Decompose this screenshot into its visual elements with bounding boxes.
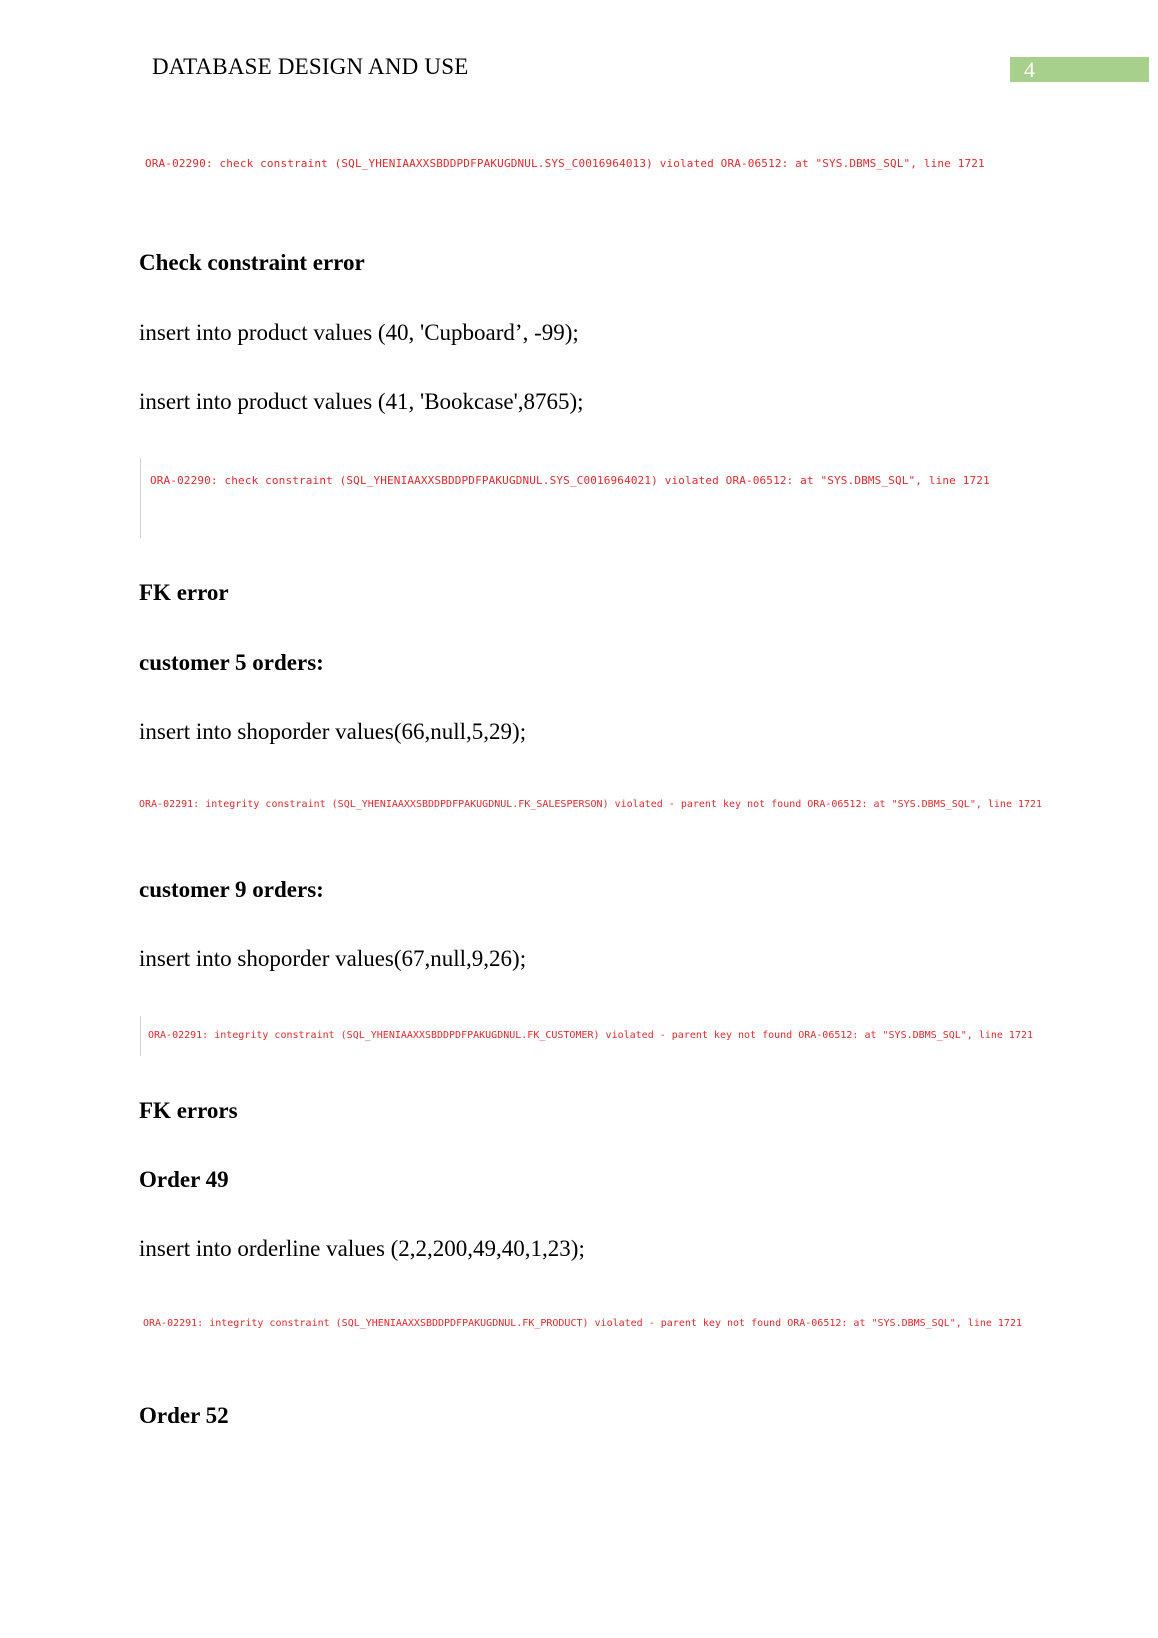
error-screenshot-frame — [140, 1016, 141, 1056]
running-header-title: DATABASE DESIGN AND USE — [152, 54, 469, 79]
error-screenshot-check-constraint-1: ORA-02290: check constraint (SQL_YHENIAAXXSBDDPDFPAKUGDNUL.SYS_C0016964013) violated ORA-06512: at "SYS.DBMS_SQL", line 1721 — [145, 157, 985, 170]
sql-insert-shoporder-67: insert into shoporder values(67,null,9,26); — [139, 946, 527, 971]
section-heading-check-constraint: Check constraint error — [139, 250, 365, 275]
section-heading-order-49: Order 49 — [139, 1167, 229, 1192]
error-screenshot-fk-salesperson: ORA-02291: integrity constraint (SQL_YHENIAAXXSBDDPDFPAKUGDNUL.FK_SALESPERSON) violated - parent key not found ORA-06512: at "SYS.DBMS_SQL", line 1721 — [139, 799, 1043, 810]
sql-insert-cupboard: insert into product values (40, 'Cupboard’, -99); — [139, 320, 579, 345]
error-screenshot-fk-customer: ORA-02291: integrity constraint (SQL_YHENIAAXXSBDDPDFPAKUGDNUL.FK_CUSTOMER) violated - parent key not found ORA-06512: at "SYS.DBMS_SQL", line 1721 — [148, 1030, 1034, 1041]
section-heading-customer-5: customer 5 orders: — [139, 650, 324, 675]
page-number-badge: 4 — [1010, 57, 1149, 82]
sql-insert-orderline: insert into orderline values (2,2,200,49,40,1,23); — [139, 1236, 585, 1261]
error-screenshot-fk-product: ORA-02291: integrity constraint (SQL_YHENIAAXXSBDDPDFPAKUGDNUL.FK_PRODUCT) violated - parent key not found ORA-06512: at "SYS.DBMS_SQL", line 1721 — [143, 1318, 1022, 1329]
section-heading-fk-errors: FK errors — [139, 1098, 238, 1123]
section-heading-order-52: Order 52 — [139, 1403, 229, 1428]
section-heading-fk-error: FK error — [139, 580, 229, 605]
error-screenshot-check-constraint-2: ORA-02290: check constraint (SQL_YHENIAAXXSBDDPDFPAKUGDNUL.SYS_C0016964021) violated ORA-06512: at "SYS.DBMS_SQL", line 1721 — [150, 474, 990, 487]
sql-insert-bookcase: insert into product values (41, 'Bookcase',8765); — [139, 389, 584, 414]
sql-insert-shoporder-66: insert into shoporder values(66,null,5,29); — [139, 719, 527, 744]
section-heading-customer-9: customer 9 orders: — [139, 877, 324, 902]
error-screenshot-frame — [140, 458, 141, 538]
